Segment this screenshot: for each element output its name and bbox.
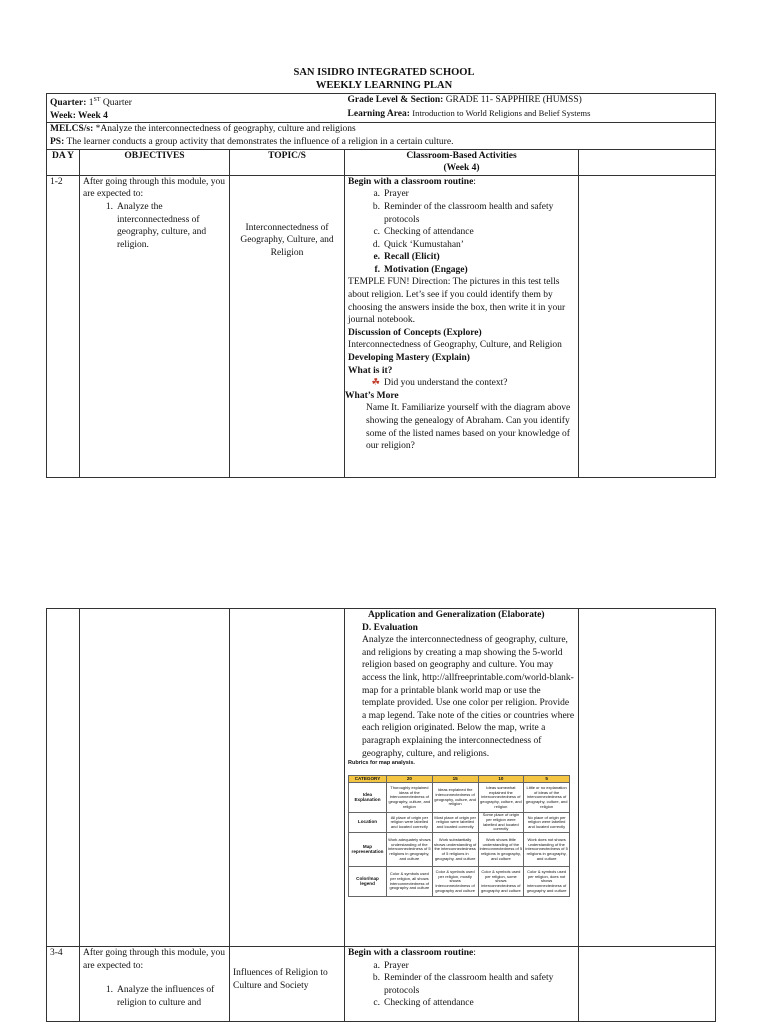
- day-cell: 3-4: [47, 947, 80, 1022]
- whats-more-text: Name It. Familiarize yourself with the diagram above showing the genealogy of Abraham. Can you identify some of the listed names based on your knowledge of our religion?: [366, 403, 571, 452]
- col-activities: Classroom-Based Activities (Week 4): [345, 149, 579, 175]
- topic-cell: Influences of Religion to Culture and Society: [230, 947, 345, 1022]
- plan-title: WEEKLY LEARNING PLAN: [315, 80, 453, 91]
- whats-more-heading: What’s More: [345, 390, 399, 401]
- evaluation-heading: D. Evaluation: [362, 622, 418, 633]
- rubric-row: Map representation Work adequately shows understanding of the interconnectedness of 5 religions in geography, and culture Work substantially shows understanding of the interconnectedness of 5 religions in geography, and culture Work shows little understanding of the interconnectedness of 5 religions in geography, and culture Work does not shows understanding of the interconnectedness of 5 religions in geography, and culture: [349, 833, 570, 867]
- evaluation-text: Analyze the interconnectedness of geography, culture, and religions by creating a map showing the 5-world religion based on geography and culture. You may access the link, http://allfreeprintable.com/world-blank-map for a printable blank world map or use the template provided. Use one color per religion. Provide a map legend. Take note of the cities or countries where each religion originated. Below the map, write a paragraph explaining the interconnectedness of geography, culture, and religions.: [362, 635, 575, 759]
- day-cell: 1-2: [47, 175, 80, 477]
- objectives-cell: After going through this module, you are expected to: 1. Analyze the interconnectedness of geography, culture, and religion.: [80, 175, 230, 477]
- motivation-text: TEMPLE FUN! Direction: The pictures in this test tells about religion. Let’s see if you could identify them by choosing the answers inside the box, then write it in your journal notebook.: [348, 277, 566, 326]
- col-day: DA Y: [47, 149, 80, 175]
- col-blank: [579, 149, 716, 175]
- rubric-table: CATEGORY 20 15 10 5 Idea Explanation Thoroughly explained ideas of the interconnectedness of geography, culture, and religion Ideas explained the interconnectedness of geography, culture, and religion Ideas somewhat explained the interconnectedness of geography, culture, and religion Little or no explanation of ideas of the interconnectedness of geography, culture, and religion Location All place of origin per religion were labelled and located correctly Most place of origin per religion were labelled and located correctly Some place of origin per religion were labelled and located correctly No place of origin per religion were labelled and located correctly Map representation Work adequately shows understanding of the interconnectedness of 5 religions in geography, and culture Work substantially shows understanding of the interconnectedness of 5 religions in geography, and culture Work shows little understanding of the interconnectedness of 5 religions in geography, and culture Work does not shows understanding of the interconnectedness of 5 religions in geography, and culture Color/map legend Color & symbols used per religion, all shows interconnectedness of geography and culture Color & symbols used per religion, mostly shows interconnectedness of geography and culture Color & symbols used per religion, some shows interconnectedness of geography and culture Color & symbols used per religion, does not shows interconnectedness of geography and culture: [348, 775, 570, 897]
- weekly-plan-table-continued: [46, 608, 716, 1022]
- activities-cell: Begin with a classroom routine: a. Prayer b. Reminder of the classroom health and safety protocols c. Checking of attendance: [345, 947, 579, 1022]
- discussion-heading: Discussion of Concepts (Explore): [348, 327, 482, 338]
- rubric-title: Rubrics for map analysis.: [348, 760, 415, 767]
- rubric-row: Idea Explanation Thoroughly explained ideas of the interconnectedness of geography, culture, and religion Ideas explained the interconnectedness of geography, culture, and religion Ideas somewhat explained the interconnectedness of geography, culture, and religion Little or no explanation of ideas of the interconnectedness of geography, culture, and religion: [349, 783, 570, 813]
- objectives-cell: After going through this module, you are expected to: 1. Analyze the influences of religion to culture and: [80, 947, 230, 1022]
- activities-cell: Begin with a classroom routine: a. Prayer b. Reminder of the classroom health and safety protocols c. Checking of attendance d. Quick ‘Kumustahan’ e. Recall (Elicit) f. Motivation (Engage) TEMPLE FUN! Direction: The pictures in this test tells about religion. Let’s see if you could identify them by choosing the answers inside the box, then write it in your journal notebook. Discussion of Concepts (Explore) Interconnectedness of Geography, Culture, and Religion Developing Mastery (Explain) What is it? ☘ Did you understand the context? What’s More Name It. Familiarize yourself with the diagram above showing the genealogy of Abraham. Can you identify some of the listed names based on your knowledge of our religion?: [345, 175, 579, 477]
- app-gen-heading: Application and Generalization (Elaborate): [368, 610, 545, 620]
- blank-cell: [579, 175, 716, 477]
- topic-cell: Interconnectedness of Geography, Culture, and Religion: [230, 175, 345, 477]
- rubric-row: Location All place of origin per religion were labelled and located correctly Most place of origin per religion were labelled and located correctly Some place of origin per religion were labelled and located correctly No place of origin per religion were labelled and located correctly: [349, 813, 570, 833]
- col-objectives: OBJECTIVES: [80, 149, 230, 175]
- quarter-cell: Quarter: 1ST Quarter Week: Week 4: [47, 94, 345, 123]
- week-label: Week: Week 4: [50, 110, 108, 121]
- school-name: SAN ISIDRO INTEGRATED SCHOOL: [293, 67, 475, 78]
- col-topics: TOPIC/S: [230, 149, 345, 175]
- elaborate-cell: [345, 609, 579, 947]
- bullet-icon: ☘: [371, 378, 381, 389]
- grade-cell: Grade Level & Section: GRADE 11- SAPPHIRE (HUMSS) Learning Area: Introduction to World Religions and Belief Systems: [345, 94, 716, 123]
- rubric-row: Color/map legend Color & symbols used per religion, all shows interconnectedness of geography and culture Color & symbols used per religion, mostly shows interconnectedness of geography and culture Color & symbols used per religion, some shows interconnectedness of geography and culture Color & symbols used per religion, does not shows interconnectedness of geography and culture: [349, 867, 570, 897]
- melcs-cell: MELCS/s: *Analyze the interconnectedness of geography, culture and religions PS: The learner conducts a group activity that demonstrates the influence of a religion in a certain culture.: [47, 123, 716, 149]
- mastery-heading: Developing Mastery (Explain): [348, 353, 470, 364]
- routine-list: a. Prayer b. Reminder of the classroom health and safety protocols c. Checking of attendance d. Quick ‘Kumustahan’ e. Recall (Elicit) f. Motivation (Engage): [372, 189, 554, 275]
- weekly-plan-table: [46, 93, 716, 478]
